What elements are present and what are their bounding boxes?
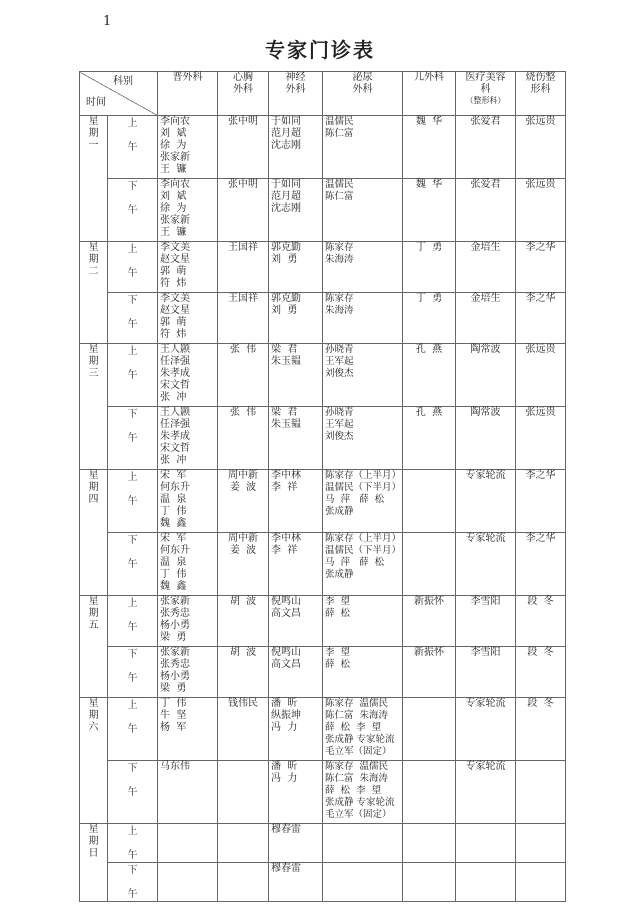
doctor-cell-pediatric-surgery: [403, 761, 456, 824]
row-friday-pm: [80, 647, 566, 698]
morning-label: 上 午: [108, 470, 158, 533]
day-label: 星 期 二: [80, 242, 108, 344]
afternoon-label: 下 午: [108, 761, 158, 824]
afternoon-label: 下 午: [108, 863, 158, 902]
day-label: 星 期 日: [80, 824, 108, 902]
doctor-cell-medical-cosmetology: 陶常波: [456, 407, 516, 470]
doctor-cell-cardiothoracic-surgery: 胡 波: [218, 647, 269, 698]
doctor-cell-cardiothoracic-surgery: 张中明: [218, 179, 269, 242]
doctor-cell-urology: 陈家存 朱海涛: [323, 293, 403, 344]
doctor-cell-general-surgery: 李文美 赵文星 郭 萌 符 炜: [158, 242, 218, 293]
doctor-cell-pediatric-surgery: 魏 华: [403, 116, 456, 179]
doctor-cell-pediatric-surgery: 新振怀: [403, 596, 456, 647]
doctor-cell-neurosurgery: 倪鸣山 高文昌: [269, 647, 323, 698]
doctor-cell-general-surgery: 李向农 刘 斌 徐 为 张家新 王 镰: [158, 179, 218, 242]
doctor-cell-burn-plastic-surgery: 李之华: [516, 242, 566, 293]
doctor-cell-medical-cosmetology: 专家轮流: [456, 533, 516, 596]
row-sunday-am: [80, 824, 566, 863]
expert-clinic-schedule-table: [79, 71, 566, 902]
doctor-cell-general-surgery: 张家新 张秀忠 杨小勇 梁 勇: [158, 647, 218, 698]
doctor-cell-pediatric-surgery: [403, 698, 456, 761]
column-header-neurosurgery: 神经 外科: [269, 72, 323, 116]
corner-header-cell: [80, 72, 158, 116]
doctor-cell-cardiothoracic-surgery: [218, 863, 269, 902]
doctor-cell-burn-plastic-surgery: 张远贵: [516, 407, 566, 470]
doctor-cell-burn-plastic-surgery: 李之华: [516, 293, 566, 344]
doctor-cell-general-surgery: 王人颢 任泽强 朱孝成 宋文哲 张 冲: [158, 344, 218, 407]
doctor-cell-medical-cosmetology: [456, 824, 516, 863]
day-label: 星 期 四: [80, 470, 108, 596]
afternoon-label: 下 午: [108, 179, 158, 242]
doctor-cell-neurosurgery: 李中林 李 祥: [269, 470, 323, 533]
schedule-body: [80, 116, 566, 902]
row-friday-am: [80, 596, 566, 647]
column-header-general-surgery: 普外科: [158, 72, 218, 116]
doctor-cell-burn-plastic-surgery: 李之华: [516, 470, 566, 533]
doctor-cell-cardiothoracic-surgery: 王国祥: [218, 242, 269, 293]
doctor-cell-burn-plastic-surgery: 张远贵: [516, 344, 566, 407]
doctor-cell-burn-plastic-surgery: 张远贵: [516, 116, 566, 179]
doctor-cell-cardiothoracic-surgery: 胡 波: [218, 596, 269, 647]
afternoon-label: 下 午: [108, 647, 158, 698]
doctor-cell-medical-cosmetology: 李雪阳: [456, 596, 516, 647]
doctor-cell-pediatric-surgery: 孔 燕: [403, 407, 456, 470]
header-row: [80, 72, 566, 116]
doctor-cell-burn-plastic-surgery: 段 冬: [516, 698, 566, 761]
row-thursday-pm: [80, 533, 566, 596]
column-header-urology: 泌尿 外科: [323, 72, 403, 116]
doctor-cell-urology: 陈家存（上半月） 温儒民（下半月） 马 萍 薛 松 张成静: [323, 533, 403, 596]
doctor-cell-general-surgery: 马东伟: [158, 761, 218, 824]
doctor-cell-medical-cosmetology: 张爱君: [456, 116, 516, 179]
doctor-cell-neurosurgery: 李中林 李 祥: [269, 533, 323, 596]
doctor-cell-general-surgery: 宋 军 何东升 温 泉 丁 伟 魏 鑫: [158, 470, 218, 533]
doctor-cell-cardiothoracic-surgery: 周中新 姜 波: [218, 533, 269, 596]
doctor-cell-general-surgery: 张家新 张秀忠 杨小勇 梁 勇: [158, 596, 218, 647]
morning-label: 上 午: [108, 344, 158, 407]
doctor-cell-neurosurgery: 梁 君 朱玉韫: [269, 407, 323, 470]
doctor-cell-general-surgery: 宋 军 何东升 温 泉 丁 伟 魏 鑫: [158, 533, 218, 596]
doctor-cell-general-surgery: [158, 863, 218, 902]
doctor-cell-urology: 温儒民 陈仁富: [323, 116, 403, 179]
doctor-cell-burn-plastic-surgery: 段 冬: [516, 596, 566, 647]
row-tuesday-am: [80, 242, 566, 293]
morning-label: 上 午: [108, 824, 158, 863]
doctor-cell-cardiothoracic-surgery: 张中明: [218, 116, 269, 179]
doctor-cell-pediatric-surgery: [403, 824, 456, 863]
row-sunday-pm: [80, 863, 566, 902]
doctor-cell-pediatric-surgery: [403, 533, 456, 596]
doctor-cell-cardiothoracic-surgery: 王国祥: [218, 293, 269, 344]
column-header-pediatric-surgery: 儿外科: [403, 72, 456, 116]
doctor-cell-cardiothoracic-surgery: 张 伟: [218, 407, 269, 470]
doctor-cell-neurosurgery: 于如同 范月超 沈志刚: [269, 116, 323, 179]
doctor-cell-urology: 陈家存（上半月） 温儒民（下半月） 马 萍 薛 松 张成静: [323, 470, 403, 533]
doctor-cell-general-surgery: 李向农 刘 斌 徐 为 张家新 王 镰: [158, 116, 218, 179]
doctor-cell-neurosurgery: 郭克勤 刘 勇: [269, 293, 323, 344]
doctor-cell-pediatric-surgery: 丁 勇: [403, 242, 456, 293]
corner-time-label: 时间: [86, 97, 106, 108]
doctor-cell-burn-plastic-surgery: 李之华: [516, 533, 566, 596]
doctor-cell-urology: 李 望 薛 松: [323, 647, 403, 698]
doctor-cell-burn-plastic-surgery: 段 冬: [516, 647, 566, 698]
doctor-cell-cardiothoracic-surgery: [218, 824, 269, 863]
doctor-cell-general-surgery: 丁 伟 牛 坚 杨 军: [158, 698, 218, 761]
doctor-cell-medical-cosmetology: 陶常波: [456, 344, 516, 407]
morning-label: 上 午: [108, 242, 158, 293]
row-wednesday-pm: [80, 407, 566, 470]
row-monday-am: [80, 116, 566, 179]
doctor-cell-urology: 李 望 薛 松: [323, 596, 403, 647]
morning-label: 上 午: [108, 596, 158, 647]
doctor-cell-urology: 陈家存 朱海涛: [323, 242, 403, 293]
doctor-cell-neurosurgery: 倪鸣山 高文昌: [269, 596, 323, 647]
doctor-cell-urology: 陈家存 温儒民 陈仁富 朱海涛 薛 松 李 望 张成静 专家轮流 毛立军（固定）: [323, 761, 403, 824]
doctor-cell-pediatric-surgery: 新振怀: [403, 647, 456, 698]
doctor-cell-cardiothoracic-surgery: 周中新 姜 波: [218, 470, 269, 533]
doctor-cell-urology: [323, 824, 403, 863]
day-label: 星 期 三: [80, 344, 108, 470]
doctor-cell-urology: 陈家存 温儒民 陈仁富 朱海涛 薛 松 李 望 张成静 专家轮流 毛立军（固定）: [323, 698, 403, 761]
doctor-cell-urology: 温儒民 陈仁富: [323, 179, 403, 242]
doctor-cell-medical-cosmetology: 专家轮流: [456, 761, 516, 824]
doctor-cell-burn-plastic-surgery: 张远贵: [516, 179, 566, 242]
doctor-cell-neurosurgery: 穆春雷: [269, 863, 323, 902]
doctor-cell-pediatric-surgery: [403, 863, 456, 902]
page-number: 1: [103, 14, 112, 29]
day-label: 星 期 六: [80, 698, 108, 824]
day-label: 星 期 五: [80, 596, 108, 698]
corner-department-label: 科别: [113, 76, 133, 87]
row-thursday-am: [80, 470, 566, 533]
doctor-cell-medical-cosmetology: 金培生: [456, 242, 516, 293]
doctor-cell-medical-cosmetology: 李雪阳: [456, 647, 516, 698]
doctor-cell-neurosurgery: 郭克勤 刘 勇: [269, 242, 323, 293]
doctor-cell-neurosurgery: 梁 君 朱玉韫: [269, 344, 323, 407]
doctor-cell-general-surgery: [158, 824, 218, 863]
row-tuesday-pm: [80, 293, 566, 344]
column-header-medical-cosmetology: 医疗美容 科 （整形科）: [456, 72, 516, 116]
column-header-cardiothoracic-surgery: 心胸 外科: [218, 72, 269, 116]
doctor-cell-pediatric-surgery: 丁 勇: [403, 293, 456, 344]
doctor-cell-medical-cosmetology: [456, 863, 516, 902]
doctor-cell-neurosurgery: 穆春雷: [269, 824, 323, 863]
doctor-cell-burn-plastic-surgery: [516, 761, 566, 824]
doctor-cell-pediatric-surgery: [403, 470, 456, 533]
row-saturday-pm: [80, 761, 566, 824]
afternoon-label: 下 午: [108, 293, 158, 344]
row-monday-pm: [80, 179, 566, 242]
morning-label: 上 午: [108, 116, 158, 179]
doctor-cell-pediatric-surgery: 孔 燕: [403, 344, 456, 407]
doctor-cell-medical-cosmetology: 专家轮流: [456, 698, 516, 761]
column-header-burn-plastic-surgery: 烧伤整 形科: [516, 72, 566, 116]
doctor-cell-urology: [323, 863, 403, 902]
row-saturday-am: [80, 698, 566, 761]
doctor-cell-neurosurgery: 潘 昕 纵振坤 冯 力: [269, 698, 323, 761]
doctor-cell-neurosurgery: 潘 昕 冯 力: [269, 761, 323, 824]
doctor-cell-urology: 孙晓青 王军起 刘俊杰: [323, 344, 403, 407]
doctor-cell-urology: 孙晓青 王军起 刘俊杰: [323, 407, 403, 470]
doctor-cell-cardiothoracic-surgery: 钱伟民: [218, 698, 269, 761]
doctor-cell-cardiothoracic-surgery: 张 伟: [218, 344, 269, 407]
doctor-cell-medical-cosmetology: 金培生: [456, 293, 516, 344]
doctor-cell-neurosurgery: 于如同 范月超 沈志刚: [269, 179, 323, 242]
row-wednesday-am: [80, 344, 566, 407]
doctor-cell-medical-cosmetology: 张爱君: [456, 179, 516, 242]
doctor-cell-burn-plastic-surgery: [516, 824, 566, 863]
doctor-cell-cardiothoracic-surgery: [218, 761, 269, 824]
page-title: 专家门诊表: [265, 38, 375, 62]
afternoon-label: 下 午: [108, 533, 158, 596]
afternoon-label: 下 午: [108, 407, 158, 470]
doctor-cell-general-surgery: 李文美 赵文星 郭 萌 符 炜: [158, 293, 218, 344]
doctor-cell-general-surgery: 王人颢 任泽强 朱孝成 宋文哲 张 冲: [158, 407, 218, 470]
doctor-cell-burn-plastic-surgery: [516, 863, 566, 902]
doctor-cell-medical-cosmetology: 专家轮流: [456, 470, 516, 533]
day-label: 星 期 一: [80, 116, 108, 242]
morning-label: 上 午: [108, 698, 158, 761]
doctor-cell-pediatric-surgery: 魏 华: [403, 179, 456, 242]
